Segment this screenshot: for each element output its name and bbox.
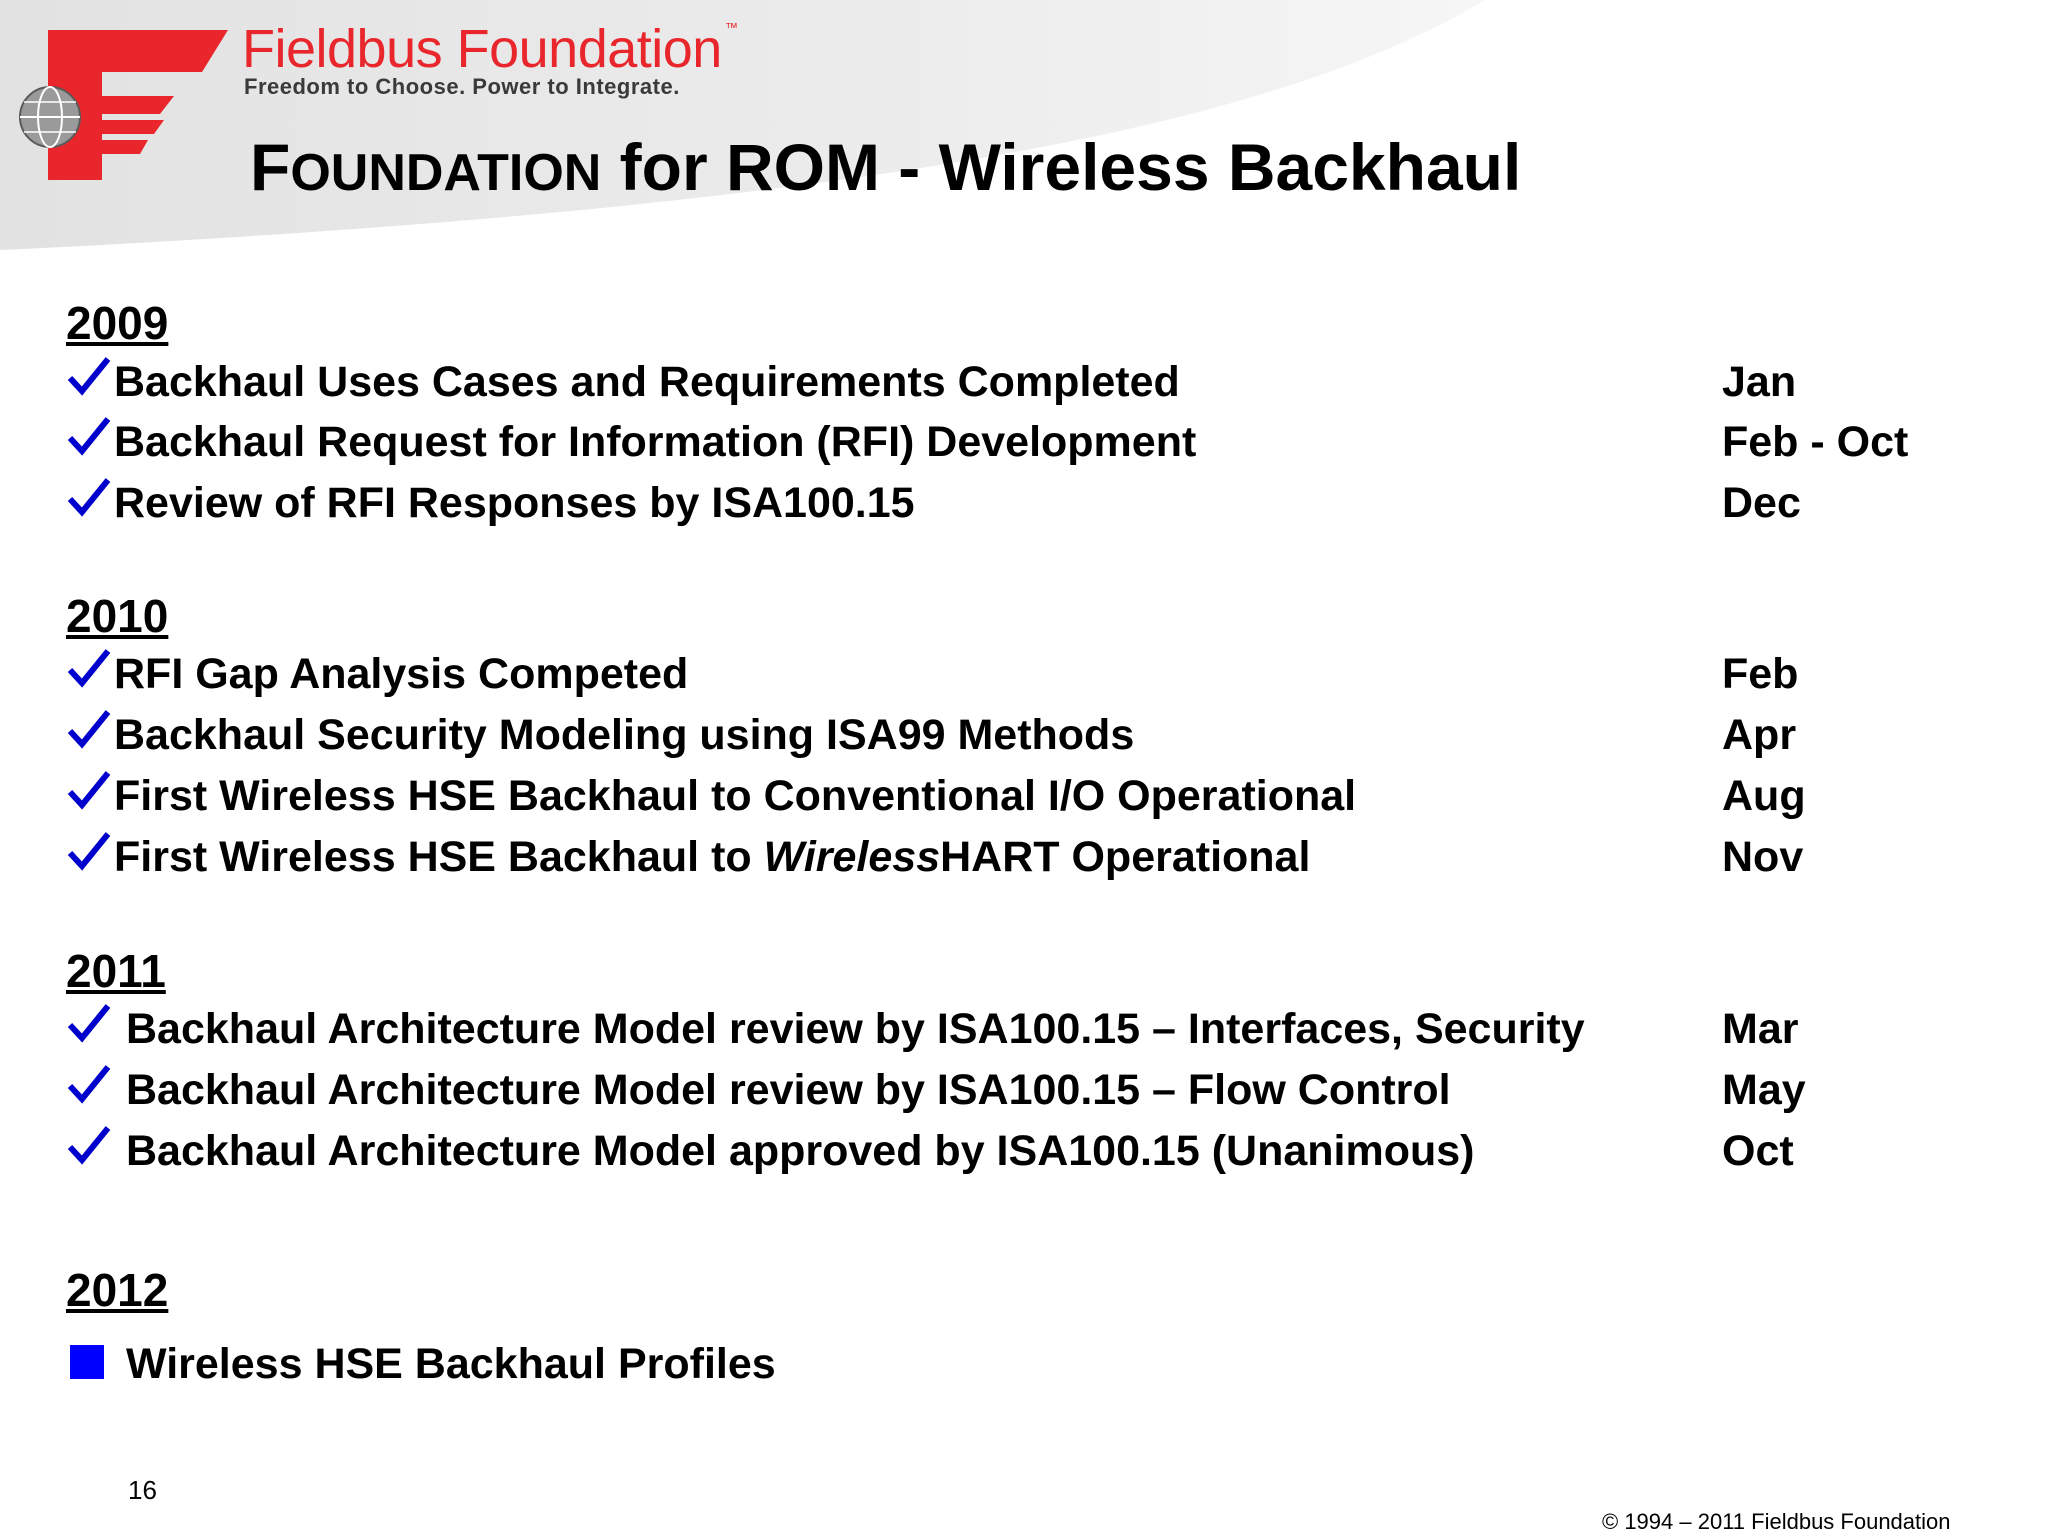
list-item — [66, 479, 1966, 536]
item-text: First Wireless HSE Backhaul to Conventional I/O Operational — [114, 772, 1357, 820]
item-text-part: First Wireless HSE Backhaul to — [114, 833, 764, 881]
item-text-part: HART Operational — [940, 833, 1311, 881]
list-item — [66, 650, 1966, 707]
item-text: Backhaul Architecture Model approved by ISA100.15 (Unanimous) — [126, 1127, 1475, 1175]
checkmark-icon — [66, 708, 112, 754]
year-heading-2011: 2011 — [66, 945, 166, 997]
checkmark-icon — [66, 647, 112, 693]
item-text: Wireless HSE Backhaul Profiles — [126, 1340, 776, 1388]
checkmark-icon — [66, 415, 112, 461]
item-date: Dec — [1722, 479, 1801, 527]
item-text-italic: Wireless — [763, 833, 941, 881]
page-number: 16 — [128, 1475, 157, 1505]
list-item — [66, 711, 1966, 768]
checkmark-icon — [66, 1124, 112, 1170]
brand-trademark: ™ — [725, 20, 738, 35]
brand-tagline: Freedom to Choose. Power to Integrate. — [244, 74, 680, 99]
item-date: Nov — [1722, 833, 1804, 881]
item-date: May — [1722, 1066, 1806, 1114]
item-date: Oct — [1722, 1127, 1794, 1175]
checkmark-icon — [66, 476, 112, 522]
square-bullet-icon — [70, 1345, 104, 1379]
title-initial: F — [250, 130, 291, 204]
year-heading-2009: 2009 — [66, 297, 169, 349]
checkmark-icon — [66, 769, 112, 815]
fieldbus-foundation-logo — [14, 16, 234, 196]
checkmark-icon — [66, 1063, 112, 1109]
item-date: Aug — [1722, 772, 1806, 820]
list-item — [66, 833, 1966, 890]
list-item — [66, 1005, 1966, 1062]
list-item — [66, 1066, 1966, 1123]
brand-name: Fieldbus Foundation — [242, 19, 722, 79]
item-text: Review of RFI Responses by ISA100.15 — [114, 479, 915, 527]
item-text: Backhaul Architecture Model review by ISA100.15 – Interfaces, Security — [126, 1005, 1585, 1053]
checkmark-icon — [66, 355, 112, 401]
list-item — [66, 1127, 1966, 1184]
slide-title — [250, 130, 1522, 204]
item-date: Feb — [1722, 650, 1799, 698]
title-rest: for ROM - Wireless Backhaul — [601, 130, 1522, 204]
year-heading-2010: 2010 — [66, 590, 169, 642]
year-heading-2012: 2012 — [66, 1264, 169, 1316]
item-text: RFI Gap Analysis Competed — [114, 650, 689, 698]
item-date: Jan — [1722, 358, 1797, 406]
item-text: Backhaul Architecture Model review by ISA100.15 – Flow Control — [126, 1066, 1451, 1114]
checkmark-icon — [66, 1002, 112, 1048]
item-text: Backhaul Uses Cases and Requirements Completed — [114, 358, 1180, 406]
item-text: Backhaul Security Modeling using ISA99 Methods — [114, 711, 1135, 759]
item-text: Backhaul Request for Information (RFI) Development — [114, 418, 1197, 466]
item-text — [114, 833, 1311, 881]
list-item — [66, 1340, 1966, 1397]
item-date: Feb - Oct — [1722, 418, 1909, 466]
copyright-notice: © 1994 – 2011 Fieldbus Foundation — [1602, 1509, 1951, 1534]
list-item — [66, 358, 1966, 415]
checkmark-icon — [66, 830, 112, 876]
list-item — [66, 772, 1966, 829]
list-item — [66, 418, 1966, 475]
item-date: Mar — [1722, 1005, 1799, 1053]
item-date: Apr — [1722, 711, 1797, 759]
title-smallcaps: OUNDATION — [290, 144, 602, 202]
